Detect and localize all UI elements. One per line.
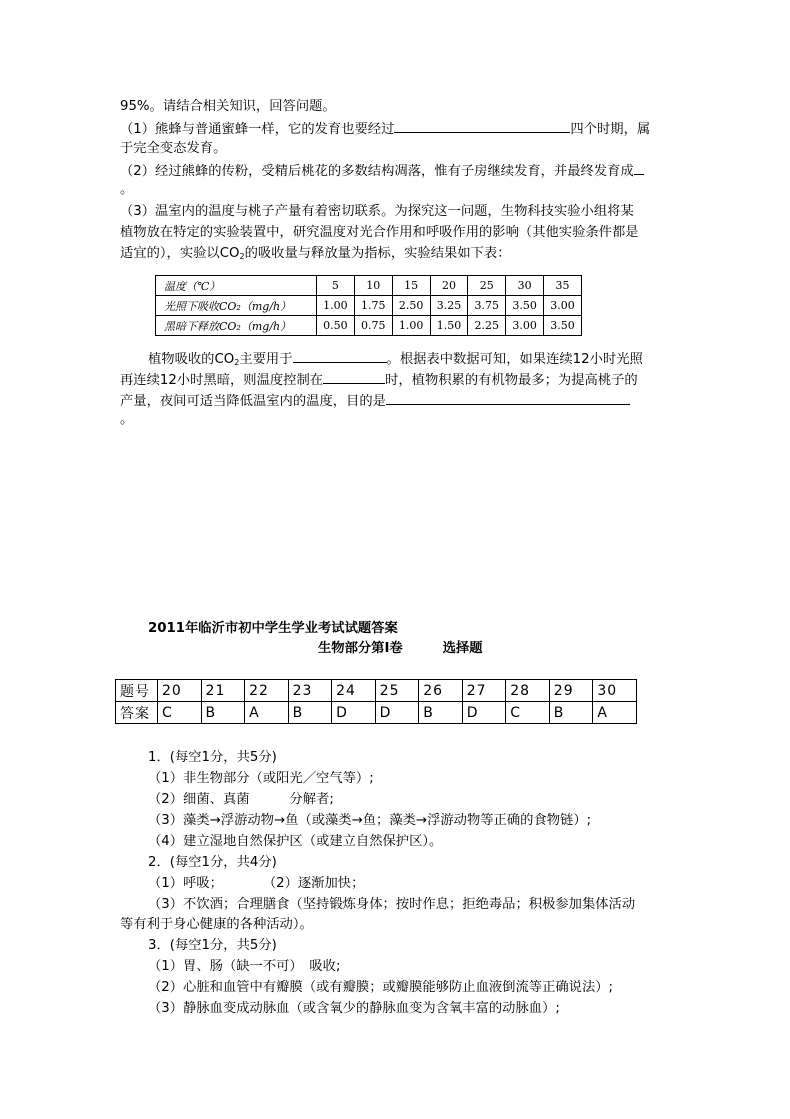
q2-text: （2）经过熊蜂的传粉，受精后桃花的多数结构凋落，惟有子房继续发育，并最终发育成 [120, 164, 634, 179]
after-line3 [120, 390, 630, 412]
value-cell: 2.25 [468, 316, 506, 336]
row-label-answer: 答案 [116, 702, 158, 724]
value-cell: 1.00 [317, 296, 355, 316]
answer-choice: B [549, 702, 593, 724]
q3-line3-a: 适宜的），实验以CO [120, 246, 240, 261]
value-cell: 3.50 [544, 316, 582, 336]
value-cell: 1.50 [430, 316, 468, 336]
q3-line1: （3）温室内的温度与桃子产量有着密切联系。为探究这一问题，生物科技实验小组将某 [120, 204, 634, 219]
answer-choice: C [506, 702, 550, 724]
temp-cell: 20 [430, 276, 468, 296]
solution-line: （1）胃、肠（缺一不可） 吸收; [148, 959, 341, 974]
answer-row-numbers [116, 680, 637, 702]
value-cell: 1.75 [354, 296, 392, 316]
solution-line: （1）非生物部分（或阳光／空气等）; [148, 771, 374, 786]
purpose-blank[interactable] [386, 390, 630, 405]
solution-line: （3）不饮酒；合理膳食（坚持锻炼身体；按时作息；拒绝毒品；积极参加集体活动 [148, 897, 636, 912]
answer-key-table [115, 679, 637, 724]
question-number: 30 [593, 680, 637, 702]
question-number: 26 [419, 680, 463, 702]
answer-choice: A [593, 702, 637, 724]
temp-cell: 25 [468, 276, 506, 296]
after-l1-b: 主要用于 [239, 352, 293, 367]
question-number: 24 [332, 680, 376, 702]
answer-choice: D [462, 702, 506, 724]
q1-text: （1）熊蜂与普通蜜蜂一样，它的发育也要经过 [120, 122, 395, 137]
value-cell: 3.00 [506, 316, 544, 336]
answer-choice: A [245, 702, 289, 724]
table-row-dark [156, 316, 582, 336]
answer-choice: D [332, 702, 376, 724]
solution-line: （1）呼吸； （2）逐渐加快； [148, 876, 365, 891]
intro-text: 95%。请结合相关知识，回答问题。 [120, 99, 336, 114]
question-number: 25 [375, 680, 419, 702]
value-cell: 2.50 [392, 296, 430, 316]
after-l1-a: 植物吸收的CO [148, 352, 235, 367]
q2-answer-blank[interactable] [634, 160, 644, 175]
after-l2-b: 时，植物积累的有机物最多；为提高桃子的 [385, 373, 638, 388]
value-cell: 3.75 [468, 296, 506, 316]
temp-cell: 10 [354, 276, 392, 296]
question-number: 28 [506, 680, 550, 702]
solution-line: 1．(每空1分，共5分) [148, 750, 277, 765]
answer-subtitle: 生物部分第Ⅰ卷 选择题 [318, 641, 483, 656]
after-l2-a: 再连续12小时黑暗，则温度控制在 [120, 373, 324, 388]
question-number: 23 [288, 680, 332, 702]
q3-line3-b: 的吸收量与释放量为指标，实验结果如下表： [244, 246, 511, 261]
solution-line: 2．(每空1分，共4分) [148, 855, 277, 870]
answer-choice: B [288, 702, 332, 724]
solution-line: （2）细菌、真菌 分解者; [148, 792, 334, 807]
row-label-light: 光照下吸收CO₂（mg/h） [156, 296, 317, 316]
solution-line: （3）静脉血变成动脉血（或含氧少的静脉血变为含氧丰富的动脉血）; [148, 1001, 560, 1016]
q1-line2: 于完全变态发育。 [120, 141, 227, 156]
solution-line: （2）心脏和血管中有瓣膜（或有瓣膜；或瓣膜能够防止血液倒流等正确说法）; [148, 980, 614, 995]
q2-end: 。 [120, 182, 134, 197]
value-cell: 3.50 [506, 296, 544, 316]
after-line2 [120, 369, 638, 391]
answer-choice: B [419, 702, 463, 724]
solution-line: 等有利于身心健康的各种活动）。 [120, 917, 313, 932]
q3-line3 [120, 244, 511, 267]
after-l1-sub: 2 [234, 358, 240, 367]
q1-answer-blank[interactable] [394, 118, 570, 133]
question-number: 20 [158, 680, 202, 702]
temp-cell: 30 [506, 276, 544, 296]
question-1 [120, 118, 650, 140]
answer-title: 2011年临沂市初中学生学业考试试题答案 [148, 621, 398, 636]
q1-text-post: 四个时期，属 [570, 122, 651, 137]
question-2 [120, 160, 644, 182]
question-number: 29 [549, 680, 593, 702]
question-number: 22 [245, 680, 289, 702]
temp-cell: 5 [317, 276, 355, 296]
row-label-dark: 黑暗下释放CO₂（mg/h） [156, 316, 317, 336]
after-line4: 。 [120, 412, 134, 427]
after-l3-a: 产量，夜间可适当降低温室内的温度，目的是 [120, 394, 386, 409]
value-cell: 0.75 [354, 316, 392, 336]
co2-use-blank[interactable] [293, 348, 387, 363]
question-number: 21 [201, 680, 245, 702]
table-row-light [156, 296, 582, 316]
value-cell: 3.25 [430, 296, 468, 316]
answer-choice: D [375, 702, 419, 724]
table-header-temperature: 温度（℃） [156, 276, 317, 296]
value-cell: 1.00 [392, 316, 430, 336]
temp-cell: 15 [392, 276, 430, 296]
q3-line2: 植物放在特定的实验装置中，研究温度对光合作用和呼吸作用的影响（其他实验条件都是 [120, 225, 639, 240]
answer-choice: C [158, 702, 202, 724]
temperature-table [155, 275, 582, 336]
temp-cell: 35 [544, 276, 582, 296]
value-cell: 3.00 [544, 296, 582, 316]
after-l1-c: 。根据表中数据可知，如果连续12小时光照 [386, 352, 643, 367]
solution-line: （4）建立湿地自然保护区（或建立自然保护区）。 [148, 834, 443, 849]
solution-line: （3）藻类→浮游动物→鱼（或藻类→鱼；藻类→浮游动物等正确的食物链）; [148, 813, 592, 828]
question-number: 27 [462, 680, 506, 702]
value-cell: 0.50 [317, 316, 355, 336]
q3-line3-sub: 2 [239, 252, 245, 261]
answer-choice: B [201, 702, 245, 724]
temperature-blank[interactable] [323, 369, 385, 384]
table-row-temperature [156, 276, 582, 296]
row-label-number: 题号 [116, 680, 158, 702]
answer-row-choices [116, 702, 637, 724]
solution-line: 3．(每空1分，共5分) [148, 938, 277, 953]
